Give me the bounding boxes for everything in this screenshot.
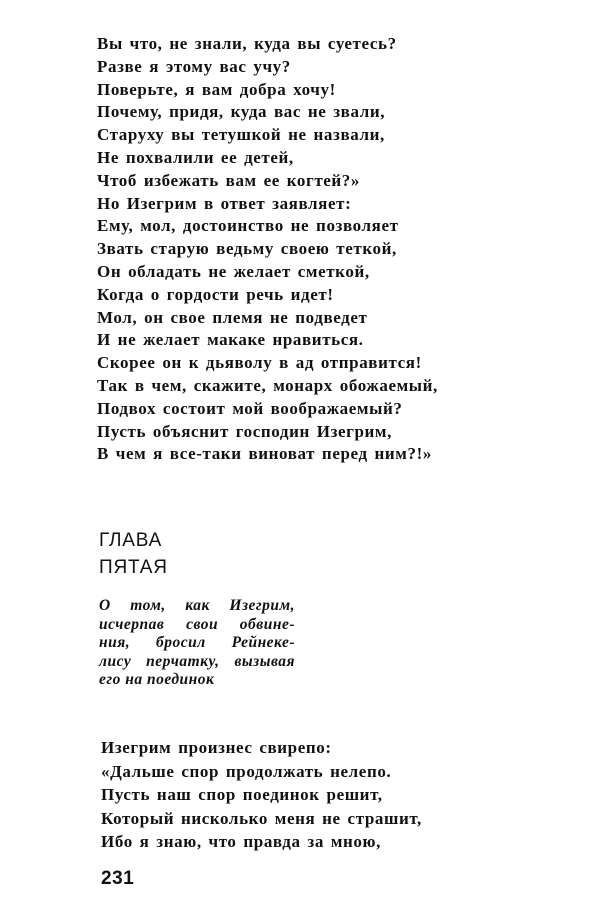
verse-line: Скорее он к дьяволу в ад отправится! [97,353,422,373]
summary-line: его на поединок [99,671,215,688]
verse-stanza-bottom [101,736,422,854]
summary-line: О том, как Изегрим, [99,597,295,614]
chapter-heading [99,527,168,581]
verse-line: В чем я все-таки виноват перед ним?!» [97,444,432,464]
verse-line: Разве я этому вас учу? [97,56,291,76]
verse-line: Старуху вы тетушкой не назвали, [97,125,385,145]
verse-stanza-top [97,33,438,466]
summary-line: ния, бросил Рейнеке- [99,634,295,651]
verse-line: Звать старую ведьму своею теткой, [97,239,397,259]
verse-line: Но Изегрим в ответ заявляет: [97,193,352,213]
verse-line: Изегрим произнес свирепо: [101,738,332,757]
verse-line: И не желает макаке нравиться. [97,330,364,350]
verse-line: Ему, мол, достоинство не позволяет [97,216,399,236]
verse-line: «Дальше спор продолжать нелепо. [101,761,392,781]
verse-line: Не похвалили ее детей, [97,147,294,167]
page-number: 231 [101,868,135,889]
verse-line: Вы что, не знали, куда вы суетесь? [97,34,397,53]
verse-line: Когда о гордости речь идет! [97,284,334,304]
summary-line: исчерпав свои обвине- [99,615,295,633]
verse-line: Почему, придя, куда вас не звали, [97,102,386,122]
chapter-summary [99,597,299,690]
verse-line: Чтоб избежать вам ее когтей?» [97,170,361,190]
verse-line: Так в чем, скажите, монарх обожаемый, [97,375,438,395]
verse-line: Он обладать не желает сметкой, [97,261,370,281]
verse-line: Ибо я знаю, что правда за мною, [101,832,381,851]
verse-line: Пусть объяснит господин Изегрим, [97,421,392,441]
verse-line: Мол, он свое племя не подведет [97,307,368,327]
chapter-heading-line: ПЯТАЯ [99,557,168,578]
verse-line: Пусть наш спор поединок решит, [101,785,383,804]
verse-line: Который нисколько меня не страшит, [101,808,422,828]
verse-line: Подвох состоит мой воображаемый? [97,398,403,418]
chapter-heading-line: ГЛАВА [99,530,163,551]
summary-line: лису перчатку, вызывая [99,652,295,670]
verse-line: Поверьте, я вам добра хочу! [97,79,336,99]
